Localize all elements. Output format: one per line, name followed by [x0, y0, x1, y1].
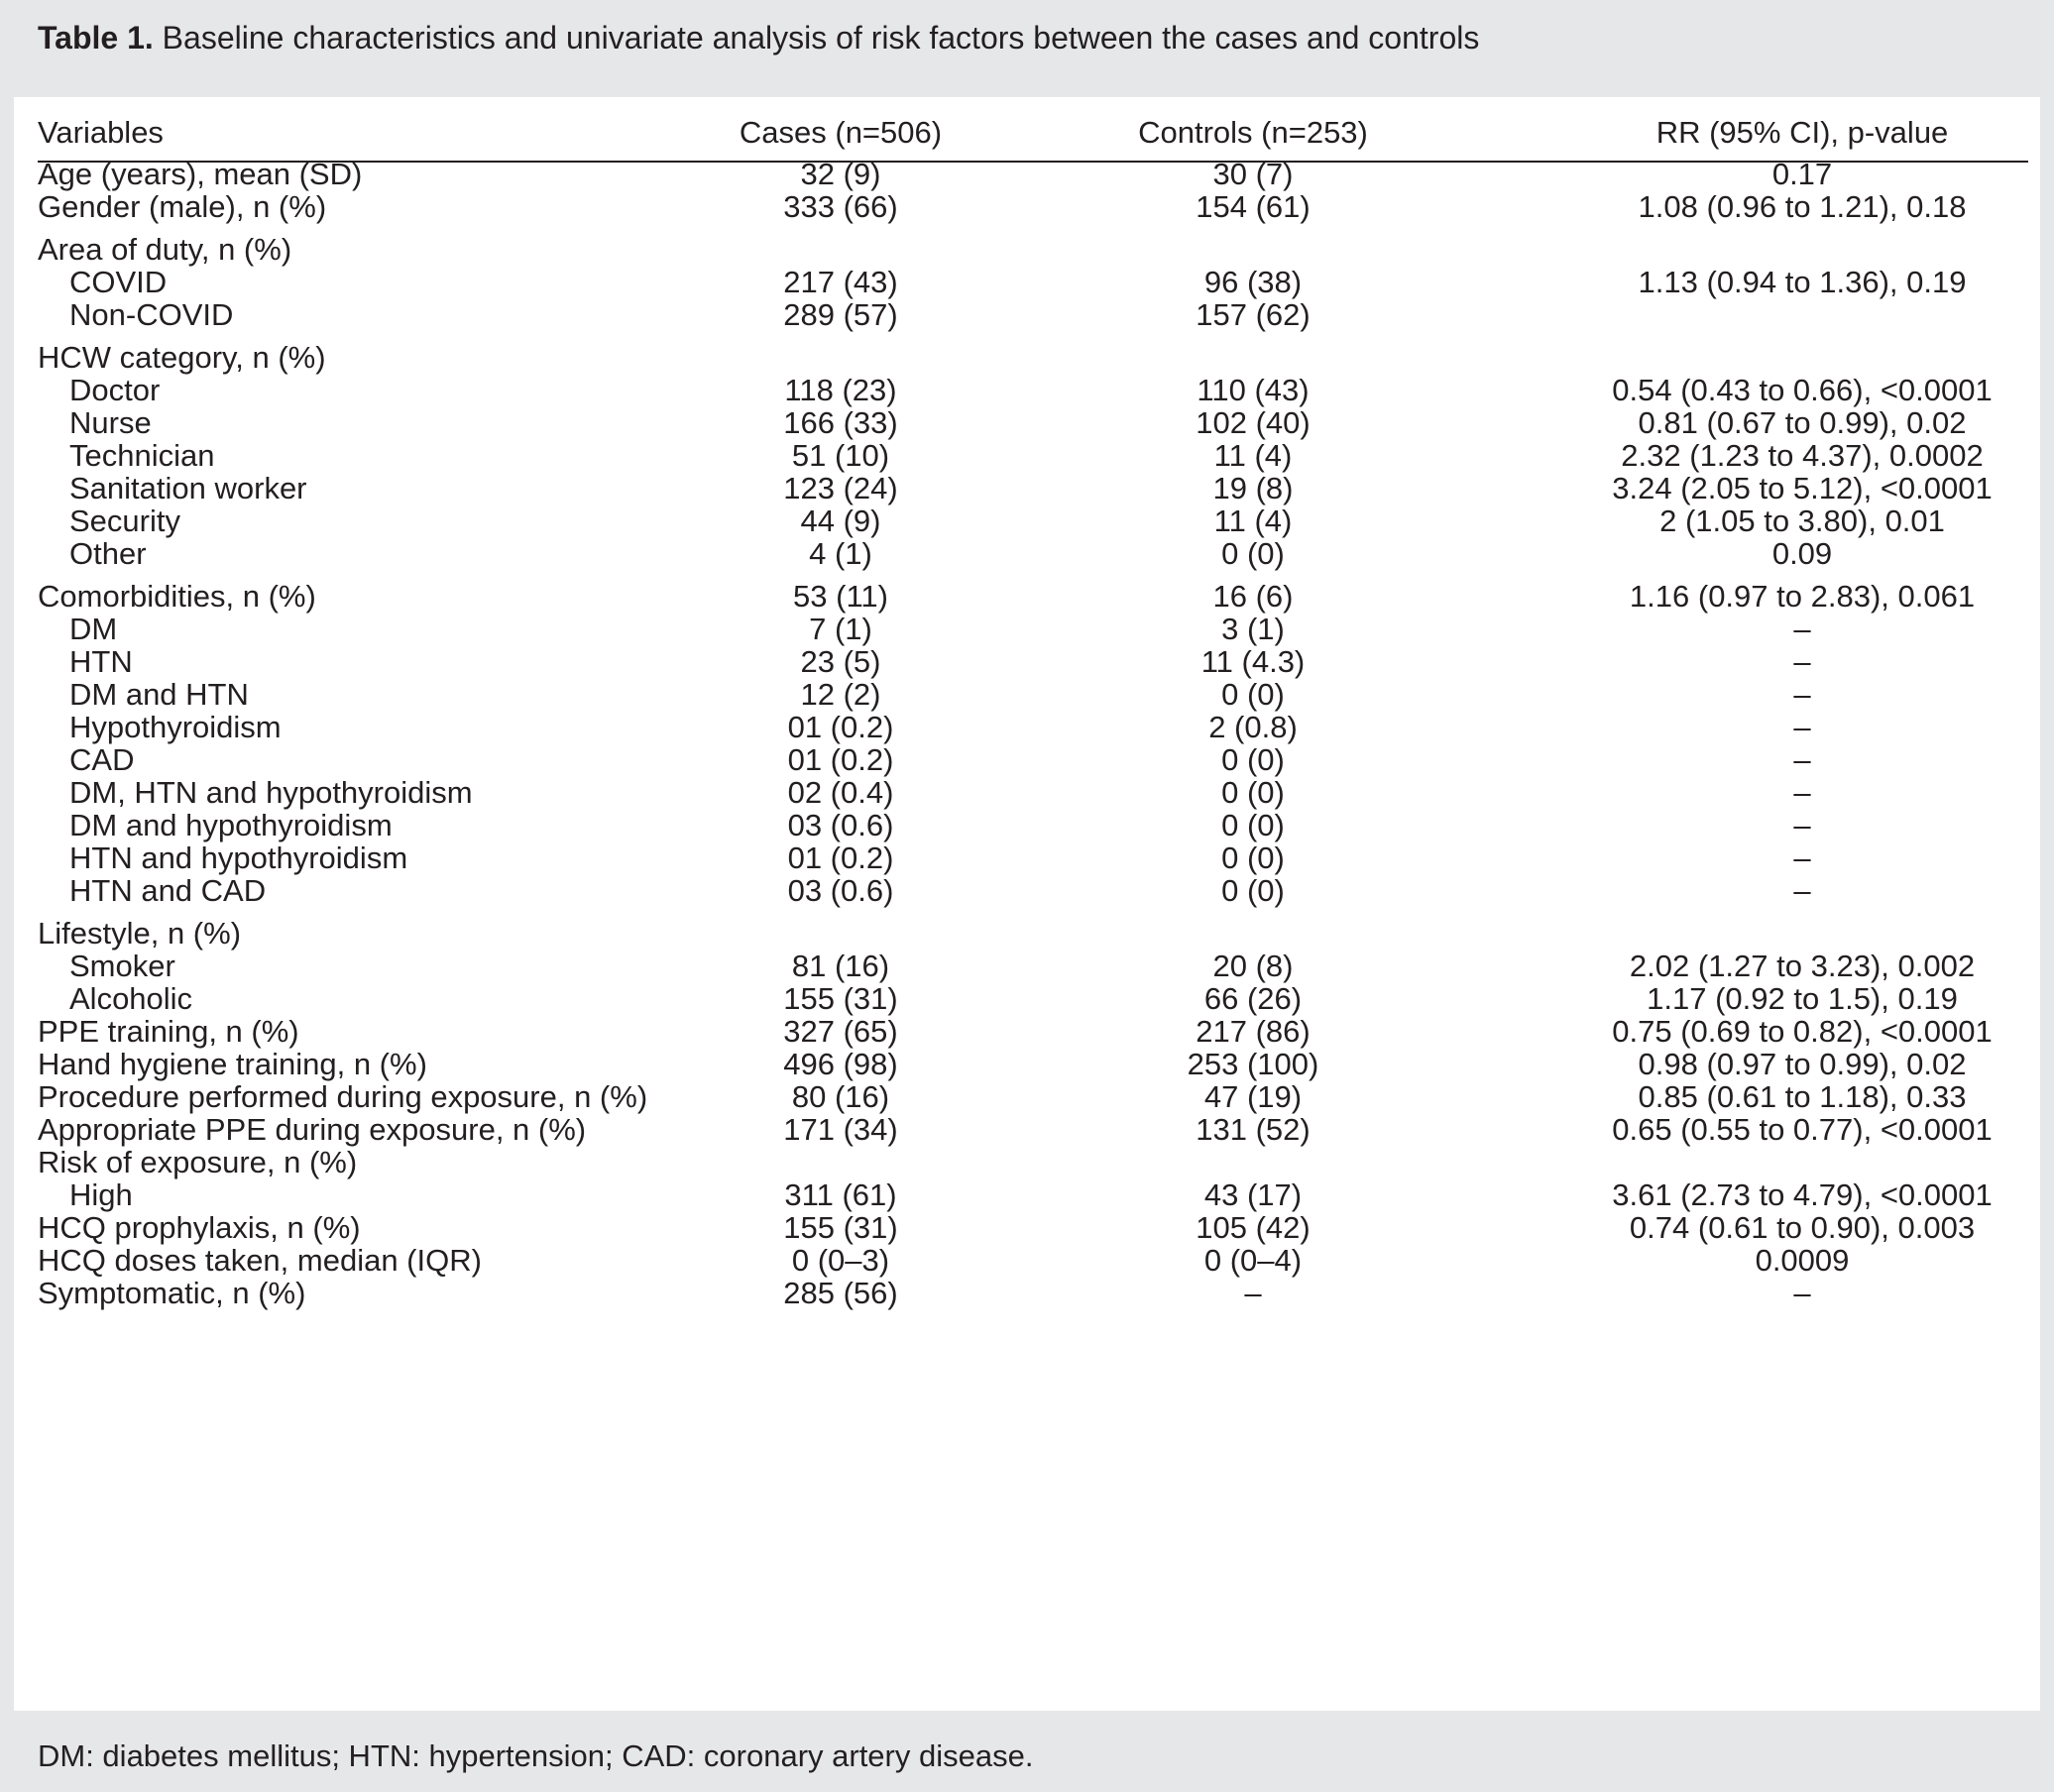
- cell-cases: 23 (5): [800, 644, 881, 679]
- cell-cases: 289 (57): [783, 297, 898, 332]
- cell-controls: 19 (8): [1212, 471, 1294, 505]
- cell-variable: Security: [69, 504, 180, 538]
- cell-cases: 01 (0.2): [787, 742, 894, 777]
- cell-rr: –: [1793, 775, 1811, 810]
- cell-rr: 3.61 (2.73 to 4.79), <0.0001: [1612, 1177, 1993, 1212]
- table-footnote: DM: diabetes mellitus; HTN: hypertension; CAD: coronary artery disease.: [38, 1738, 1034, 1773]
- cell-controls: 11 (4): [1213, 438, 1293, 473]
- cell-cases: 32 (9): [800, 157, 881, 191]
- cell-rr: –: [1793, 1276, 1811, 1310]
- cell-variable: DM: [69, 612, 118, 646]
- cell-rr: 2.32 (1.23 to 4.37), 0.0002: [1621, 438, 1984, 473]
- cell-controls: 102 (40): [1196, 405, 1311, 440]
- cell-variable: Technician: [69, 438, 215, 473]
- cell-rr: 0.0009: [1755, 1243, 1850, 1278]
- cell-variable: HTN and CAD: [69, 873, 267, 908]
- table-caption-text: Baseline characteristics and univariate analysis of risk factors between the cases and controls: [162, 20, 1480, 56]
- cell-controls: –: [1244, 1276, 1262, 1310]
- cell-controls: 0 (0): [1221, 536, 1285, 571]
- cell-cases: 0 (0–3): [791, 1243, 890, 1278]
- cell-controls: 0 (0): [1221, 742, 1285, 777]
- cell-cases: 51 (10): [791, 438, 890, 473]
- cell-controls: 157 (62): [1196, 297, 1311, 332]
- cell-cases: 155 (31): [783, 1210, 898, 1245]
- cell-controls: 30 (7): [1212, 157, 1294, 191]
- cell-cases: 285 (56): [783, 1276, 898, 1310]
- cell-cases: 4 (1): [809, 536, 872, 571]
- cell-cases: 166 (33): [783, 405, 898, 440]
- table-row: [38, 871, 2028, 915]
- cell-controls: 16 (6): [1212, 579, 1294, 614]
- cell-rr: 0.65 (0.55 to 0.77), <0.0001: [1612, 1112, 1993, 1147]
- cell-rr: –: [1793, 840, 1811, 875]
- cell-rr: –: [1793, 644, 1811, 679]
- table-panel: [14, 97, 2040, 1711]
- table-row: [38, 187, 2028, 231]
- cell-rr: 0.98 (0.97 to 0.99), 0.02: [1638, 1047, 1967, 1081]
- cell-rr: –: [1793, 742, 1811, 777]
- cell-variable: Hand hygiene training, n (%): [38, 1047, 427, 1081]
- cell-variable: Hypothyroidism: [69, 710, 282, 744]
- cell-variable: Area of duty, n (%): [38, 232, 292, 267]
- cell-rr: 0.74 (0.61 to 0.90), 0.003: [1629, 1210, 1976, 1245]
- cell-variable: HTN: [69, 644, 133, 679]
- cell-cases: 311 (61): [784, 1177, 897, 1212]
- cell-variable: HCQ prophylaxis, n (%): [38, 1210, 361, 1245]
- cell-rr: –: [1793, 873, 1811, 908]
- table-caption-label: Table 1.: [38, 20, 154, 56]
- cell-controls: 217 (86): [1196, 1014, 1311, 1049]
- cell-variable: DM, HTN and hypothyroidism: [69, 775, 473, 810]
- cell-rr: 0.85 (0.61 to 1.18), 0.33: [1638, 1079, 1967, 1114]
- cell-variable: Gender (male), n (%): [38, 189, 327, 224]
- cell-rr: 0.09: [1771, 536, 1833, 571]
- cell-variable: CAD: [69, 742, 135, 777]
- table-caption: [38, 18, 1479, 57]
- cell-cases: 03 (0.6): [787, 808, 894, 842]
- cell-variable: Age (years), mean (SD): [38, 157, 363, 191]
- cell-controls: 11 (4.3): [1200, 644, 1306, 679]
- cell-controls: 131 (52): [1196, 1112, 1311, 1147]
- cell-cases: 123 (24): [783, 471, 898, 505]
- cell-rr: 1.16 (0.97 to 2.83), 0.061: [1629, 579, 1976, 614]
- header-cases: Cases (n=506): [739, 115, 943, 150]
- cell-variable: Appropriate PPE during exposure, n (%): [38, 1112, 587, 1147]
- cell-controls: 0 (0): [1221, 808, 1285, 842]
- cell-cases: 81 (16): [791, 949, 890, 983]
- cell-rr: –: [1793, 808, 1811, 842]
- cell-rr: 0.75 (0.69 to 0.82), <0.0001: [1612, 1014, 1993, 1049]
- cell-rr: –: [1793, 612, 1811, 646]
- cell-controls: 0 (0): [1221, 873, 1285, 908]
- cell-cases: 03 (0.6): [787, 873, 894, 908]
- cell-variable: Procedure performed during exposure, n (%): [38, 1079, 648, 1114]
- cell-variable: Smoker: [69, 949, 175, 983]
- cell-cases: 7 (1): [809, 612, 872, 646]
- cell-variable: Lifestyle, n (%): [38, 916, 242, 951]
- cell-controls: 96 (38): [1203, 265, 1303, 299]
- cell-cases: 496 (98): [783, 1047, 898, 1081]
- cell-rr: 3.24 (2.05 to 5.12), <0.0001: [1612, 471, 1993, 505]
- cell-cases: 53 (11): [793, 579, 888, 614]
- cell-controls: 3 (1): [1221, 612, 1285, 646]
- header-controls: Controls (n=253): [1138, 115, 1368, 150]
- cell-variable: Comorbidities, n (%): [38, 579, 316, 614]
- cell-controls: 253 (100): [1187, 1047, 1319, 1081]
- cell-cases: 80 (16): [791, 1079, 890, 1114]
- cell-variable: DM and hypothyroidism: [69, 808, 393, 842]
- cell-controls: 43 (17): [1203, 1177, 1303, 1212]
- cell-cases: 217 (43): [783, 265, 898, 299]
- cell-variable: HCQ doses taken, median (IQR): [38, 1243, 482, 1278]
- table-row: [38, 1274, 2028, 1317]
- header-variables: Variables: [38, 115, 164, 150]
- cell-controls: 110 (43): [1197, 373, 1310, 407]
- cell-variable: Alcoholic: [69, 981, 193, 1016]
- cell-cases: 12 (2): [800, 677, 881, 712]
- cell-variable: HCW category, n (%): [38, 340, 326, 375]
- cell-rr: 1.13 (0.94 to 1.36), 0.19: [1638, 265, 1967, 299]
- cell-cases: 155 (31): [783, 981, 898, 1016]
- cell-variable: Risk of exposure, n (%): [38, 1145, 358, 1179]
- cell-rr: 2.02 (1.27 to 3.23), 0.002: [1629, 949, 1976, 983]
- cell-cases: 118 (23): [784, 373, 897, 407]
- cell-controls: 20 (8): [1212, 949, 1294, 983]
- cell-cases: 44 (9): [800, 504, 881, 538]
- cell-controls: 47 (19): [1203, 1079, 1303, 1114]
- cell-cases: 333 (66): [783, 189, 898, 224]
- cell-controls: 105 (42): [1196, 1210, 1311, 1245]
- cell-cases: 02 (0.4): [787, 775, 894, 810]
- cell-variable: COVID: [69, 265, 168, 299]
- cell-cases: 01 (0.2): [787, 710, 894, 744]
- table-row: [38, 295, 2028, 339]
- cell-variable: Sanitation worker: [69, 471, 307, 505]
- cell-rr: 0.81 (0.67 to 0.99), 0.02: [1638, 405, 1967, 440]
- cell-variable: HTN and hypothyroidism: [69, 840, 408, 875]
- cell-rr: 0.17: [1771, 157, 1833, 191]
- cell-rr: –: [1793, 710, 1811, 744]
- cell-variable: Other: [69, 536, 147, 571]
- cell-rr: 1.08 (0.96 to 1.21), 0.18: [1638, 189, 1967, 224]
- cell-rr: 1.17 (0.92 to 1.5), 0.19: [1647, 981, 1958, 1016]
- cell-controls: 0 (0–4): [1203, 1243, 1303, 1278]
- cell-controls: 66 (26): [1203, 981, 1303, 1016]
- cell-variable: High: [69, 1177, 133, 1212]
- header-rr: RR (95% CI), p-value: [1655, 115, 1949, 150]
- cell-cases: 327 (65): [783, 1014, 898, 1049]
- cell-controls: 154 (61): [1196, 189, 1311, 224]
- cell-controls: 0 (0): [1221, 840, 1285, 875]
- table-row: [38, 534, 2028, 578]
- cell-controls: 0 (0): [1221, 775, 1285, 810]
- cell-rr: –: [1793, 677, 1811, 712]
- cell-variable: Nurse: [69, 405, 152, 440]
- cell-controls: 11 (4): [1213, 504, 1293, 538]
- cell-rr: 0.54 (0.43 to 0.66), <0.0001: [1612, 373, 1993, 407]
- cell-variable: Symptomatic, n (%): [38, 1276, 306, 1310]
- cell-controls: 2 (0.8): [1208, 710, 1298, 744]
- cell-variable: DM and HTN: [69, 677, 249, 712]
- cell-rr: 2 (1.05 to 3.80), 0.01: [1659, 504, 1945, 538]
- cell-controls: 0 (0): [1221, 677, 1285, 712]
- cell-variable: PPE training, n (%): [38, 1014, 299, 1049]
- cell-cases: 01 (0.2): [787, 840, 894, 875]
- cell-variable: Non-COVID: [69, 297, 234, 332]
- cell-cases: 171 (34): [783, 1112, 898, 1147]
- cell-variable: Doctor: [69, 373, 161, 407]
